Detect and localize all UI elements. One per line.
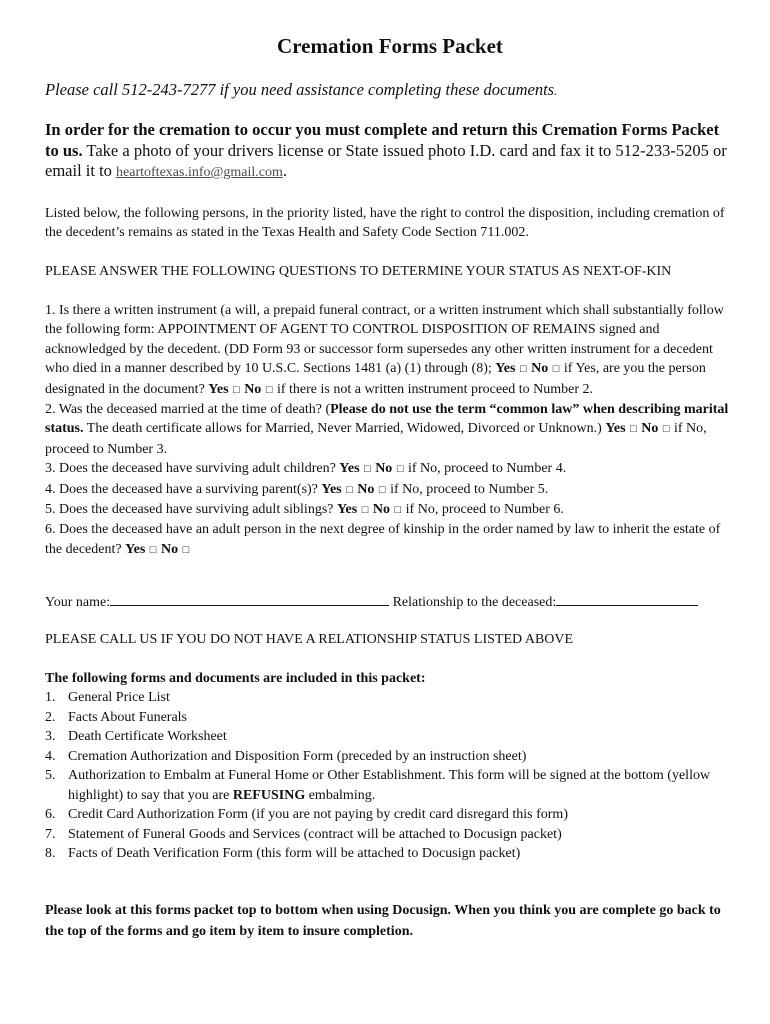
checkbox-icon: □ xyxy=(519,363,527,376)
list-item xyxy=(45,688,735,708)
checkbox-icon: □ xyxy=(394,504,402,517)
questions-heading: PLEASE ANSWER THE FOLLOWING QUESTIONS TO DETERMINE YOUR STATUS AS NEXT-OF-KIN xyxy=(45,264,672,279)
assistance-period: . xyxy=(554,84,558,98)
question-1-yes-option[interactable]: Yes □ xyxy=(495,361,527,377)
intro-text: Take a photo of your drivers license or State issued photo I.D. card and fax it to 512-233-5205 or email it to xyxy=(45,140,727,180)
call-note: PLEASE CALL US IF YOU DO NOT HAVE A RELATIONSHIP STATUS LISTED ABOVE xyxy=(45,632,574,647)
final-note: Please look at this forms packet top to bottom when using Docusign. When you think you are complete go back to the top of the forms and go item by item to insure completion. xyxy=(45,903,721,939)
question-3-yes-option[interactable]: Yes □ xyxy=(339,461,371,477)
checkbox-icon: □ xyxy=(396,463,404,476)
intro-end: . xyxy=(282,161,287,180)
name-relationship-row xyxy=(45,592,735,612)
question-1-text: 1. Is there a written instrument (a will, a prepaid funeral contract, or a written instrument which shall substantially follow the following form: APPOINTMENT OF AGENT TO CONTROL DISPOSITION OF REMAINS signed and acknowledged by the decedent. (DD Form 93 or successor form supersedes any other written instrument for a decedent who died in a manner described by 10 U.S.C. Sections 1481 (a) (1) through (8); xyxy=(45,303,724,377)
question-2-text: 2. Was the deceased married at the time of death? ( xyxy=(45,402,331,418)
question-3-no-option[interactable]: No □ xyxy=(375,461,404,477)
checkbox-icon: □ xyxy=(378,483,386,496)
list-item-number: 3. xyxy=(45,729,56,744)
relationship-label: Relationship to the deceased: xyxy=(389,595,557,610)
list-item-number: 5. xyxy=(45,768,56,783)
list-item-text: General Price List xyxy=(68,690,170,705)
list-item-text: Statement of Funeral Goods and Services (contract will be attached to Docusign packet) xyxy=(68,826,562,842)
list-item-number: 8. xyxy=(45,846,56,861)
question-5-text: 5. Does the deceased have surviving adult siblings? xyxy=(45,502,337,518)
list-item xyxy=(45,844,735,864)
question-2-no-option[interactable]: No □ xyxy=(641,421,670,437)
question-5-no-option[interactable]: No □ xyxy=(372,502,402,518)
question-1-no-option[interactable]: No □ xyxy=(531,361,560,377)
question-6-no-option[interactable]: No □ xyxy=(160,541,190,557)
question-6-yes-option[interactable]: Yes □ xyxy=(125,541,157,557)
checkbox-icon: □ xyxy=(265,383,273,396)
list-item xyxy=(45,727,735,747)
list-item-text: Death Certificate Worksheet xyxy=(68,729,227,744)
question-5-yes-option[interactable]: Yes □ xyxy=(336,502,369,518)
question-4-text: 4. Does the deceased have a surviving parent(s)? xyxy=(45,481,322,497)
checkbox-icon: □ xyxy=(149,543,157,556)
question-4-yes-option[interactable]: Yes □ xyxy=(321,481,353,497)
question-2-text2: The death certificate allows for Married, Never Married, Widowed, Divorced or Unknown.) xyxy=(83,421,606,437)
question-2-end: if No, proceed to Number 3. xyxy=(45,421,707,457)
checkbox-icon: □ xyxy=(346,483,353,496)
your-name-field[interactable] xyxy=(110,592,389,606)
list-item-bold: REFUSING xyxy=(232,787,306,803)
list-item-text: Credit Card Authorization Form (if you are not paying by credit card disregard this form) xyxy=(68,807,568,822)
intro-paragraph xyxy=(45,120,735,184)
list-item-text: Authorization to Embalm at Funeral Home or Other Establishment. This form will be signed at the bottom (yellow highlight) to say that you are xyxy=(68,768,711,803)
list-item-text: Facts of Death Verification Form (this form will be attached to Docusign packet) xyxy=(68,846,521,861)
forms-heading: The following forms and documents are included in this packet: xyxy=(45,671,426,686)
your-name-label: Your name: xyxy=(45,595,111,610)
forms-list xyxy=(45,688,735,864)
list-item xyxy=(45,825,735,845)
intro-bold: In order for the cremation to occur you must complete and return this Cremation Forms Packet to us. xyxy=(45,120,720,160)
question-1b-yes-option[interactable]: Yes □ xyxy=(208,381,240,397)
list-item xyxy=(45,766,735,805)
checkbox-icon: □ xyxy=(552,363,560,376)
checkbox-icon: □ xyxy=(233,383,240,396)
questions-block xyxy=(45,301,735,560)
question-4-end: if No, proceed to Number 5. xyxy=(386,481,549,497)
checkbox-icon: □ xyxy=(361,504,369,517)
list-item xyxy=(45,747,735,767)
question-5-end: if No, proceed to Number 6. xyxy=(402,502,564,518)
list-item xyxy=(45,805,735,825)
list-item-number: 4. xyxy=(45,748,56,764)
list-item-text: Facts About Funerals xyxy=(68,709,187,725)
question-3-end: if No, proceed to Number 4. xyxy=(404,461,567,477)
page-title: Cremation Forms Packet xyxy=(277,34,503,58)
email-link[interactable]: heartoftexas.info@gmail.com xyxy=(116,165,283,180)
checkbox-icon: □ xyxy=(364,463,371,476)
list-item-text: Cremation Authorization and Disposition Form (preceded by an instruction sheet) xyxy=(68,748,527,764)
list-item-number: 7. xyxy=(45,826,56,842)
question-2-bold: Please do not use the term “common law” when describing marital status. xyxy=(45,402,729,437)
list-item xyxy=(45,708,735,728)
assistance-text: Please call 512-243-7277 if you need assistance completing these documents xyxy=(45,80,555,99)
question-2-yes-option[interactable]: Yes □ xyxy=(605,421,637,437)
question-1b-no-option[interactable]: No □ xyxy=(244,381,273,397)
question-3-text: 3. Does the deceased have surviving adult children? xyxy=(45,461,340,477)
relationship-field[interactable] xyxy=(556,592,698,606)
question-1-followup: if Yes, are you the person designated in the document? xyxy=(45,361,706,397)
question-4-no-option[interactable]: No □ xyxy=(357,481,386,497)
list-item-after: embalming. xyxy=(305,787,376,803)
checkbox-icon: □ xyxy=(630,423,637,436)
assistance-note xyxy=(45,79,557,102)
priority-note: Listed below, the following persons, in the priority listed, have the right to control the disposition, including cremation of the decedent’s remains as stated in the Texas Health and Safety Code Section 711.002. xyxy=(45,206,725,241)
checkbox-icon: □ xyxy=(182,543,190,556)
checkbox-icon: □ xyxy=(662,423,670,436)
list-item-number: 2. xyxy=(45,709,56,725)
question-1-end: if there is not a written instrument proceed to Number 2. xyxy=(273,381,594,397)
list-item-number: 1. xyxy=(45,690,56,705)
question-6-text: 6. Does the deceased have an adult person in the next degree of kinship in the order named by law to inherit the estate of the decedent? xyxy=(45,522,721,557)
list-item-number: 6. xyxy=(45,807,56,822)
